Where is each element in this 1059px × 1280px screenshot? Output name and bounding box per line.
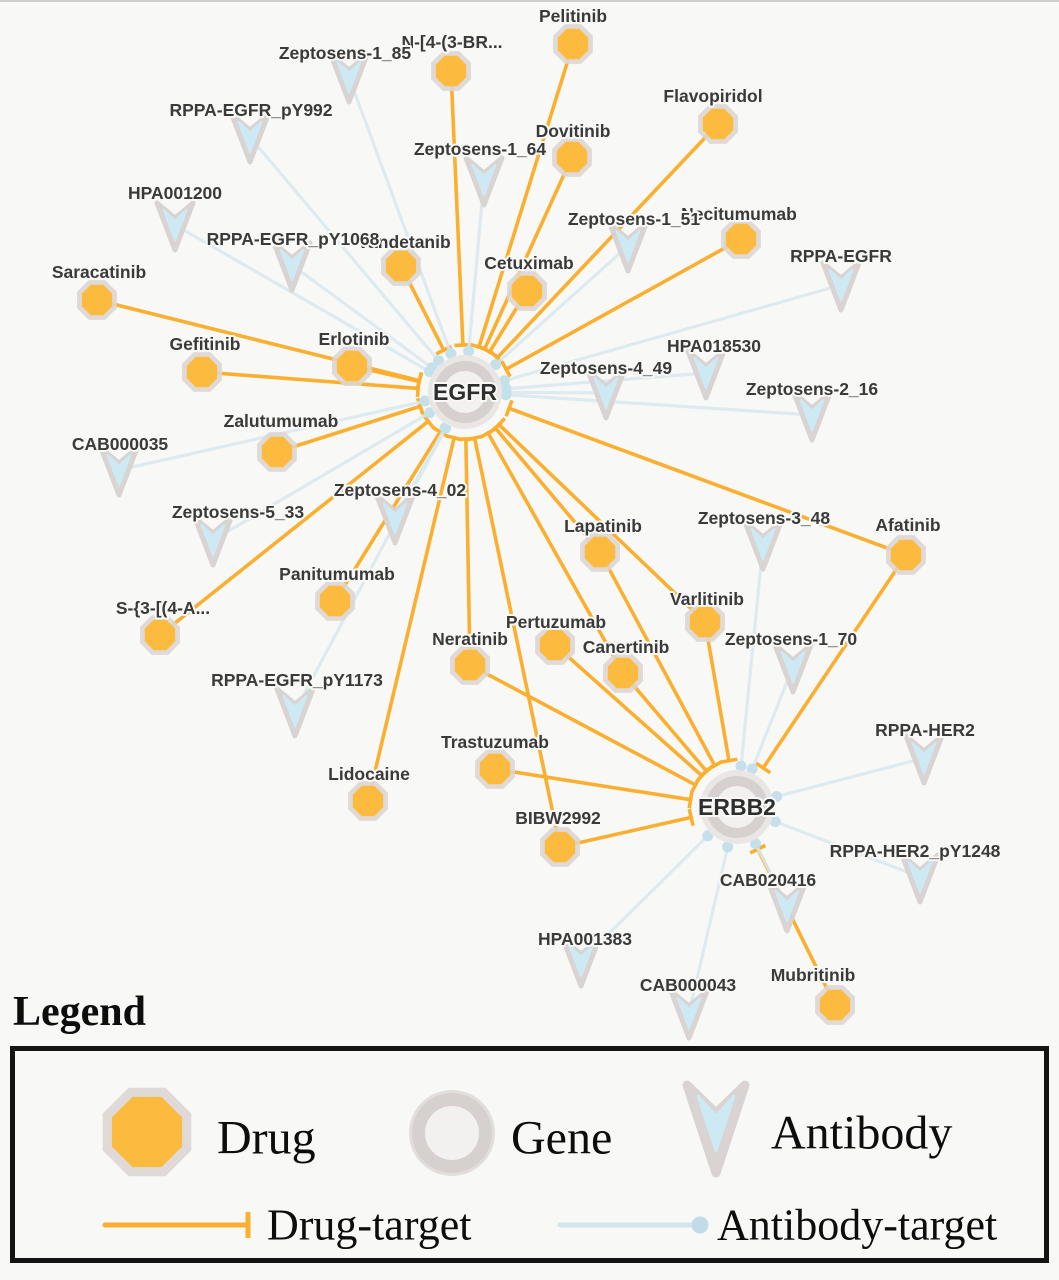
node-label-bibw2992: BIBW2992: [515, 808, 601, 828]
node-label-n-4-3-br: N-[4-(3-BR...: [401, 32, 503, 52]
drug-target-edge-n-4-3-br-egfr[interactable]: [451, 71, 471, 345]
gene-label-erbb2: ERBB2: [698, 794, 776, 820]
antibody-node-zeptosens-1-70[interactable]: [775, 645, 811, 692]
antibody-node-zeptosens-1-51[interactable]: [610, 224, 646, 271]
antibody-node-cab000035[interactable]: [101, 448, 137, 495]
node-label-panitumumab: Panitumumab: [279, 564, 395, 584]
drug-node-neratinib[interactable]: [450, 645, 490, 685]
legend-label-antibody: Antibody: [771, 1106, 953, 1160]
node-label-pertuzumab: Pertuzumab: [505, 612, 607, 632]
node-label-flavopiridol: Flavopiridol: [663, 86, 763, 106]
node-label-erlotinib: Erlotinib: [318, 329, 390, 349]
node-label-zeptosens-1-70: Zeptosens-1_70: [724, 629, 858, 649]
node-label-mubritinib: Mubritinib: [770, 965, 856, 985]
node-label-hpa001200: HPA001200: [127, 183, 223, 203]
drug-node-flavopiridol[interactable]: [698, 104, 738, 144]
node-label-cab020416: CAB020416: [719, 870, 817, 890]
node-label-hpa018530: HPA018530: [666, 336, 762, 356]
node-label-zeptosens-2-16: Zeptosens-2_16: [745, 379, 879, 399]
node-label-zeptosens-4-49: Zeptosens-4_49: [539, 358, 673, 378]
drug-node-dovitinib[interactable]: [552, 137, 592, 177]
antibody-node-rppa-egfr[interactable]: [823, 263, 859, 310]
legend-title: Legend: [13, 989, 147, 1035]
antibody-node-rppa-egfr-py1173[interactable]: [277, 689, 313, 736]
drug-node-mubritinib[interactable]: [815, 985, 855, 1025]
drug-node-vandetanib[interactable]: [381, 246, 421, 286]
node-label-rppa-egfr: RPPA-EGFR: [790, 246, 892, 266]
node-label-lapatinib: Lapatinib: [564, 516, 642, 536]
drug-target-edge-canertinib-erbb2[interactable]: [623, 673, 713, 777]
antibody-node-cab020416[interactable]: [769, 884, 805, 931]
node-label-gefitinib: Gefitinib: [169, 334, 241, 354]
node-label-cetuximab: Cetuximab: [484, 253, 574, 273]
drug-node-pelitinib[interactable]: [553, 24, 593, 64]
drug-node-lidocaine[interactable]: [348, 781, 388, 821]
gene-circle-icon: [409, 1090, 495, 1176]
legend-box: [10, 1046, 1049, 1263]
drug-node-s-3-4-a[interactable]: [140, 615, 180, 655]
drug-node-canertinib[interactable]: [603, 653, 643, 693]
node-label-dovitinib: Dovitinib: [535, 121, 611, 141]
node-label-cab000035: CAB000035: [71, 434, 169, 454]
node-label-zeptosens-5-33: Zeptosens-5_33: [171, 502, 305, 522]
antibody-node-cab000043[interactable]: [671, 991, 707, 1038]
drug-octagon-icon: [103, 1088, 192, 1177]
drug-target-edge-afatinib-erbb2[interactable]: [756, 555, 906, 773]
antibody-node-zeptosens-1-64[interactable]: [466, 158, 502, 205]
node-label-zeptosens-4-02: Zeptosens-4_02: [333, 480, 467, 500]
drug-node-bibw2992[interactable]: [540, 827, 580, 867]
antibody-target-edge-rppa-her2-erbb2[interactable]: [771, 758, 924, 802]
drug-node-necitumumab[interactable]: [721, 219, 761, 259]
drug-node-afatinib[interactable]: [886, 535, 926, 575]
node-label-afatinib: Afatinib: [875, 515, 941, 535]
antibody-chevron-icon: [687, 1085, 745, 1173]
drug-node-n-4-3-br[interactable]: [431, 51, 471, 91]
drug-node-saracatinib[interactable]: [77, 280, 117, 320]
antibody-node-rppa-her2-py1248[interactable]: [902, 855, 938, 902]
antibody-node-rppa-her2[interactable]: [906, 736, 942, 783]
legend-label-antibody-target: Antibody-target: [717, 1200, 998, 1250]
node-label-zeptosens-1-64: Zeptosens-1_64: [413, 139, 547, 159]
antibody-target-edge-zeptosens-1-64-egfr[interactable]: [463, 180, 484, 357]
drug-target-edge-gefitinib-egfr[interactable]: [202, 372, 419, 397]
drug-node-gefitinib[interactable]: [182, 352, 222, 392]
node-label-lidocaine: Lidocaine: [328, 764, 410, 784]
node-label-zeptosens-3-48: Zeptosens-3_48: [697, 508, 831, 528]
legend-label-gene: Gene: [511, 1111, 613, 1165]
antibody-node-rppa-egfr-py992[interactable]: [232, 115, 268, 162]
node-label-rppa-her2-py1248: RPPA-HER2_pY1248: [829, 841, 1001, 861]
node-label-neratinib: Neratinib: [432, 629, 508, 649]
antibody-target-edge-zeptosens-3-48-erbb2[interactable]: [736, 544, 763, 772]
node-label-rppa-her2: RPPA-HER2: [875, 720, 975, 740]
antibody-node-hpa001200[interactable]: [157, 203, 193, 250]
node-label-necitumumab: Necitumumab: [681, 204, 797, 224]
node-label-zalutumumab: Zalutumumab: [223, 411, 339, 431]
node-label-zeptosens-1-85: Zeptosens-1_85: [278, 43, 412, 63]
node-label-rppa-egfr-py992: RPPA-EGFR_pY992: [169, 100, 333, 120]
node-label-trastuzumab: Trastuzumab: [441, 732, 549, 752]
node-label-cab000043: CAB000043: [639, 975, 737, 995]
drug-node-trastuzumab[interactable]: [475, 749, 515, 789]
legend-label-drug: Drug: [217, 1111, 316, 1165]
antibody-node-zeptosens-3-48[interactable]: [745, 522, 781, 569]
drug-target-line-icon: [105, 1212, 248, 1238]
drug-node-zalutumumab[interactable]: [257, 432, 297, 472]
node-label-saracatinib: Saracatinib: [51, 262, 147, 282]
antibody-node-zeptosens-2-16[interactable]: [794, 393, 830, 440]
node-label-vandetanib: Vandetanib: [357, 232, 451, 252]
drug-target-edge-trastuzumab-erbb2[interactable]: [495, 769, 692, 808]
gene-label-egfr: EGFR: [433, 379, 497, 405]
node-label-zeptosens-1-51: Zeptosens-1_51: [567, 209, 701, 229]
drug-node-cetuximab[interactable]: [507, 271, 547, 311]
antibody-node-rppa-egfr-py1068[interactable]: [274, 243, 310, 290]
node-label-rppa-egfr-py1173: RPPA-EGFR_pY1173: [211, 670, 383, 690]
antibody-target-line-icon: [560, 1217, 709, 1234]
drug-node-lapatinib[interactable]: [580, 532, 620, 572]
drug-node-panitumumab[interactable]: [315, 581, 355, 621]
node-label-rppa-egfr-py1068: RPPA-EGFR_pY1068: [206, 229, 380, 249]
antibody-node-zeptosens-5-33[interactable]: [195, 518, 231, 565]
node-label-s-3-4-a: S-{3-[(4-A...: [115, 598, 211, 618]
drug-node-erlotinib[interactable]: [332, 346, 372, 386]
legend-label-drug-target: Drug-target: [267, 1200, 472, 1250]
node-label-hpa001383: HPA001383: [537, 929, 633, 949]
node-label-pelitinib: Pelitinib: [538, 6, 608, 26]
node-label-varlitinib: Varlitinib: [670, 589, 744, 609]
drug-target-edge-flavopiridol-egfr[interactable]: [491, 124, 718, 364]
node-label-canertinib: Canertinib: [582, 637, 670, 657]
